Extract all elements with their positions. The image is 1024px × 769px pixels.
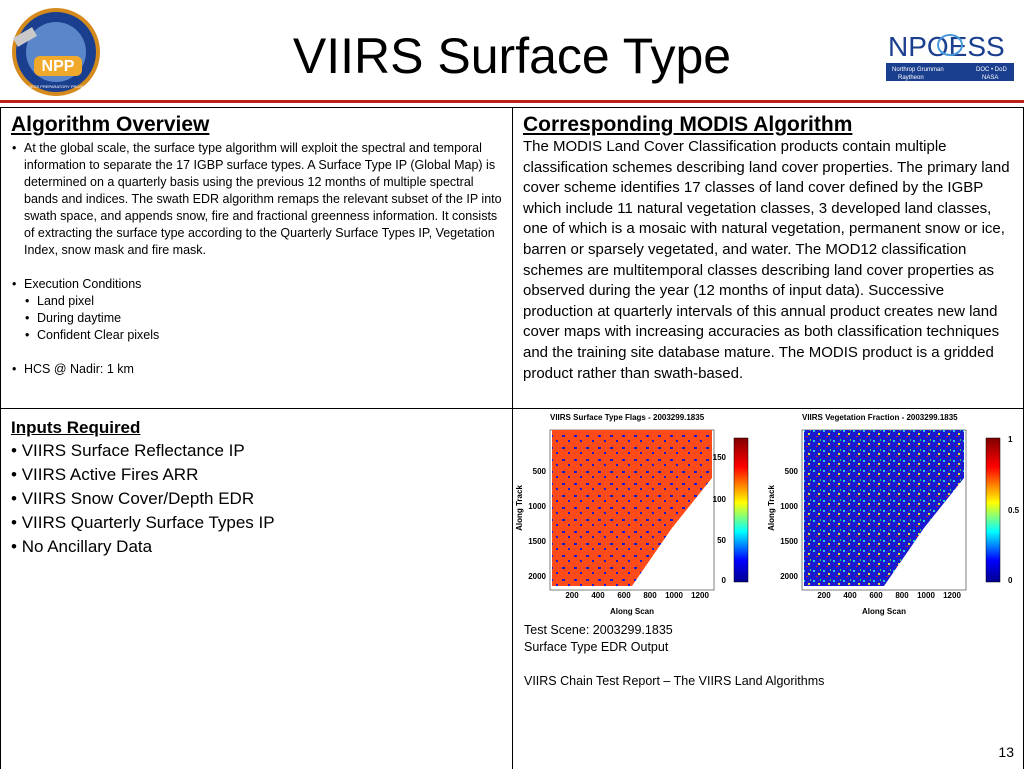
overview-paragraph: • At the global scale, the surface type algorithm will exploit the spectral and temporal information to separate the 17 IGBP surface types. A Surface Type IP (Global Map) is determined on a quarterly basis using the previous 12 months of multiple spectral bands and indices. The swath EDR algorithm remaps the relevant subset of the IP into swath space, and appends snow, fire and fractional greenness information. It consists of extracting the surface type according to the Quarterly Surface Types IP, Vegetation Index, snow mask and fire mask. [11, 140, 503, 259]
xtick-label: 600 [617, 591, 631, 600]
left-colorbar-tick: 150 [712, 453, 726, 462]
ytick-label: 1000 [780, 502, 798, 511]
svg-text:NPOESS: NPOESS [888, 31, 1005, 62]
condition-item: • Land pixel [11, 293, 503, 310]
hcs-resolution: • HCS @ Nadir: 1 km [11, 361, 503, 378]
modis-cell [523, 113, 1017, 384]
xtick-label: 200 [817, 591, 831, 600]
condition-item: • Confident Clear pixels [11, 327, 503, 344]
algorithm-overview-cell [11, 113, 503, 378]
xtick-label: 400 [591, 591, 605, 600]
inputs-cell [11, 417, 503, 559]
xtick-label: 400 [843, 591, 857, 600]
ytick-label: 2000 [780, 572, 798, 581]
xtick-label: 200 [565, 591, 579, 600]
caption-report: VIIRS Chain Test Report – The VIIRS Land Algorithms [524, 674, 825, 688]
title-divider [0, 100, 1024, 103]
right-map-title: VIIRS Vegetation Fraction - 2003299.1835 [802, 413, 958, 422]
page-title: VIIRS Surface Type [292, 28, 732, 84]
ytick-label: 1000 [528, 502, 546, 511]
caption-output: Surface Type EDR Output [524, 640, 669, 654]
svg-text:Northrop Grumman: Northrop Grumman [892, 67, 944, 73]
right-xlabel: Along Scan [861, 607, 907, 616]
right-colorbar [986, 438, 1000, 582]
svg-text:DOC • DoD: DOC • DoD [976, 67, 1007, 73]
svg-text:NPOESS PREPARATORY PROJECT: NPOESS PREPARATORY PROJECT [22, 84, 90, 89]
input-item: • VIIRS Snow Cover/Depth EDR [11, 489, 255, 508]
input-item: • No Ancillary Data [11, 537, 153, 556]
xtick-label: 1200 [943, 591, 961, 600]
left-ylabel: Along Track [515, 485, 524, 531]
xtick-label: 1000 [665, 591, 683, 600]
input-item: • VIIRS Surface Reflectance IP [11, 441, 245, 460]
input-item: • VIIRS Active Fires ARR [11, 465, 199, 484]
algorithm-overview-heading: Algorithm Overview [11, 113, 210, 136]
ytick-label: 1500 [780, 537, 798, 546]
svg-text:NPP: NPP [41, 58, 75, 75]
input-item: • VIIRS Quarterly Surface Types IP [11, 513, 275, 532]
right-colorbar-tick: 0.5 [1008, 506, 1020, 515]
right-colorbar-tick: 0 [1008, 576, 1013, 585]
ytick-label: 2000 [528, 572, 546, 581]
xtick-label: 800 [643, 591, 657, 600]
figure-captions [524, 622, 824, 690]
left-xlabel: Along Scan [609, 607, 655, 616]
xtick-label: 1000 [917, 591, 935, 600]
right-ylabel: Along Track [767, 485, 776, 531]
ytick-label: 1500 [528, 537, 546, 546]
right-colorbar-tick: 1 [1008, 435, 1013, 444]
page-number: 13 [998, 744, 1014, 760]
ytick-label: 500 [784, 467, 798, 476]
left-colorbar-tick: 0 [721, 576, 726, 585]
left-colorbar-tick: 50 [717, 536, 726, 545]
left-colorbar [734, 438, 748, 582]
inputs-heading: Inputs Required [11, 418, 141, 437]
xtick-label: 600 [869, 591, 883, 600]
left-colorbar-tick: 100 [712, 495, 726, 504]
modis-heading: Corresponding MODIS Algorithm [523, 113, 853, 136]
left-map-title: VIIRS Surface Type Flags - 2003299.1835 [550, 413, 705, 422]
execution-conditions-label: • Execution Conditions [11, 276, 503, 293]
xtick-label: 1200 [691, 591, 709, 600]
caption-test-scene: Test Scene: 2003299.1835 [524, 623, 673, 637]
svg-text:NASA: NASA [982, 75, 999, 81]
ytick-label: 500 [532, 467, 546, 476]
viirs-output-figure [512, 408, 1022, 623]
condition-item: • During daytime [11, 310, 503, 327]
xtick-label: 800 [895, 591, 909, 600]
svg-text:Raytheon: Raytheon [898, 75, 924, 81]
modis-body: The MODIS Land Cover Classification products contain multiple classification schemes describing land cover properties. The primary land cover scheme identifies 17 classes of land cover defined by the IGBP which include 11 natural vegetation classes, 3 developed land classes, one of which is a mosaic with natural vegetation, permanent snow or ice, barren or sparsely vegetated, and water. The MOD12 classification schemes are multitemporal classes describing land cover properties as observed during the year (12 months of input data). Successive production at quarterly intervals of this annual product creates new land cover maps with increasing accuracies as both classification techniques and the training site database mature. The MODIS product is a gridded product rather than swath-based. [523, 138, 1010, 382]
